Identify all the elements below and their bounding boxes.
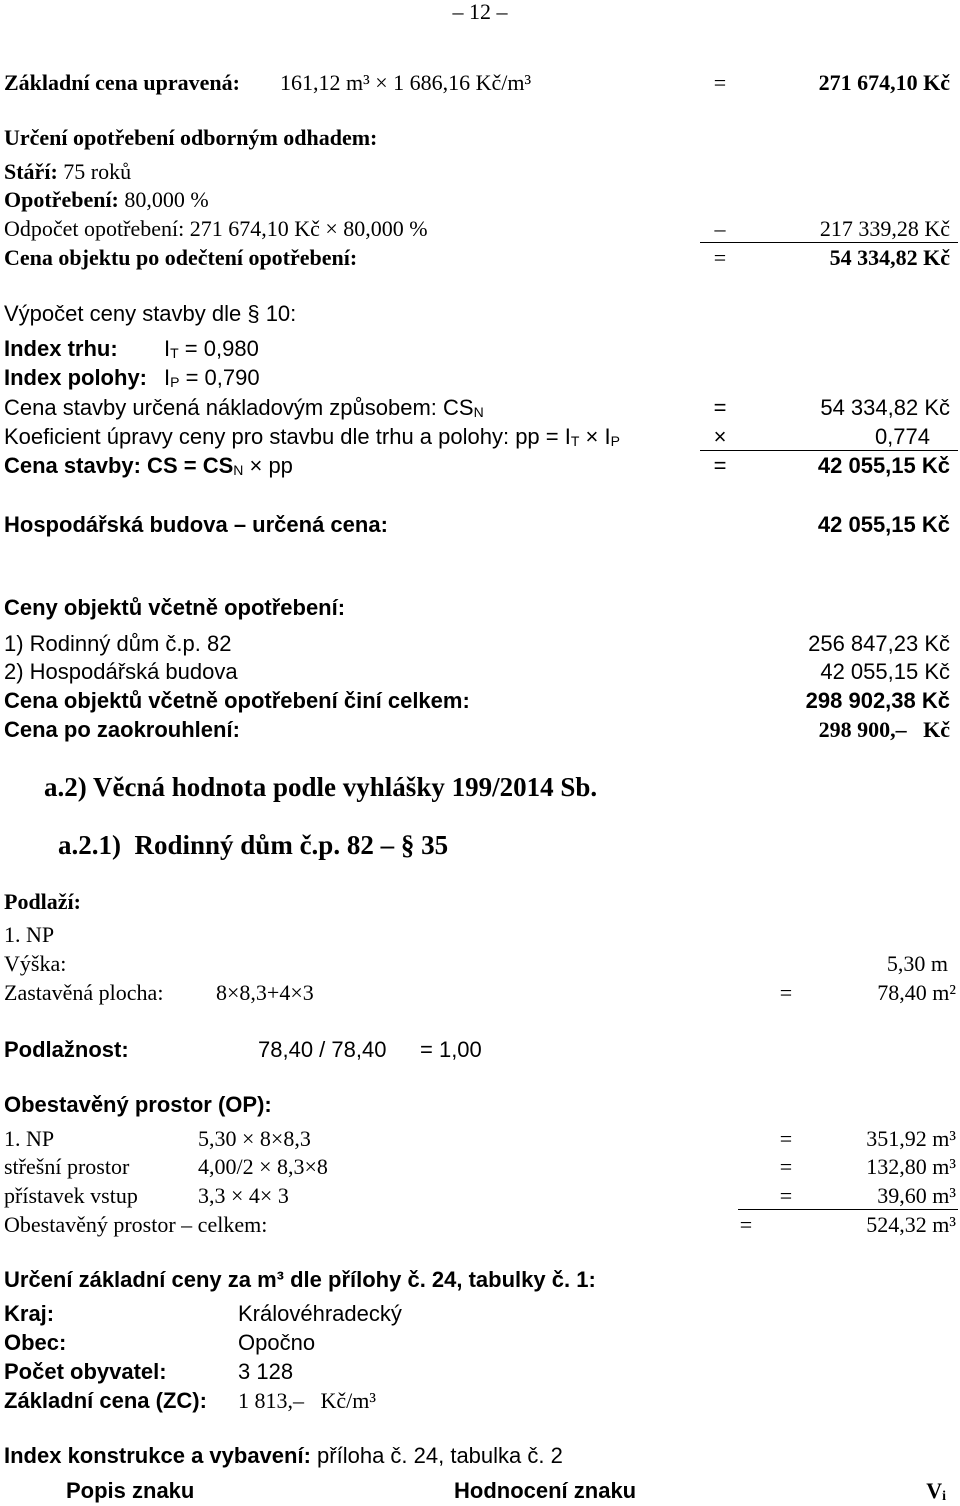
area-label: Zastavěná plocha: — [4, 980, 164, 1005]
wear-label: Opotřebení: — [4, 187, 119, 212]
objects-heading: Ceny objektů včetně opotřebení: — [4, 595, 346, 620]
table-col-vi: $V_i$ — [926, 1478, 946, 1504]
wear-heading: Určení opotřebení odborným odhadem: — [4, 125, 378, 150]
volume-row-2-calc: 4,00/2 × 8,3×8 — [198, 1154, 328, 1179]
object-1-value: 256 847,23 Kč — [808, 631, 950, 656]
podlaznost-result: = 1,00 — [420, 1037, 482, 1062]
deduction-rule — [700, 242, 958, 243]
after-wear-label: Cena objektu po odečtení opotřebení: — [4, 245, 358, 270]
calc10-heading: Výpočet ceny stavby dle § 10: — [4, 301, 297, 326]
price-label: Cena stavby: CS = $CS_N$ × pp — [4, 453, 293, 478]
cost-price-value: 54 334,82 Kč — [820, 395, 950, 420]
volume-row-1-value: 351,92 m³ — [866, 1126, 956, 1151]
wear-value: 80,000 % — [124, 187, 209, 212]
object-2-label: 2) Hospodářská budova — [4, 659, 238, 684]
zc-label: Základní cena (ZC): — [4, 1388, 207, 1413]
section-a21-heading: a.2.1) Rodinný dům č.p. 82 – § 35 — [58, 830, 449, 860]
area-calc: 8×8,3+4×3 — [216, 980, 314, 1005]
population-value: 3 128 — [238, 1359, 294, 1384]
area-value: 78,40 m² — [877, 980, 956, 1005]
page-number: – 12 – — [452, 0, 508, 24]
podlaznost-calc: 78,40 / 78,40 — [258, 1037, 387, 1062]
base-price-heading: Určení základní ceny za m³ dle přílohy č. 24, tabulky č. 1: — [4, 1267, 596, 1292]
deduction-value: 217 339,28 Kč — [819, 216, 950, 241]
town-label: Obec: — [4, 1330, 67, 1355]
floor-name: 1. NP — [4, 922, 55, 947]
town-value: Opočno — [238, 1330, 316, 1355]
rounded-value: 298 900,– Kč — [818, 717, 950, 742]
population-label: Počet obyvatel: — [4, 1359, 167, 1384]
market-index: Index trhu: $I_T = 0,980$ — [4, 336, 259, 361]
coef-op: × — [713, 424, 727, 449]
after-wear-op: = — [713, 245, 727, 270]
volume-total-value: 524,32 m³ — [866, 1212, 956, 1237]
location-index: Index polohy: $I_P = 0,790$ — [4, 365, 260, 390]
age-label: Stáří: — [4, 159, 58, 184]
basic-price-eq: = — [713, 70, 727, 95]
cost-price-op: = — [713, 395, 727, 420]
after-wear-value: 54 334,82 Kč — [829, 245, 950, 270]
region-label: Kraj: — [4, 1301, 55, 1326]
table-col-description: Popis znaku — [66, 1478, 195, 1503]
objects-total-value: 298 902,38 Kč — [805, 688, 950, 713]
volume-row-3-value: 39,60 m³ — [877, 1183, 956, 1208]
volume-row-1-label: 1. NP — [4, 1126, 55, 1151]
price-op: = — [713, 453, 727, 478]
section-a2-heading: a.2) Věcná hodnota podle vyhlášky 199/2014 Sb. — [44, 772, 598, 802]
volume-total-label: Obestavěný prostor – celkem: — [4, 1212, 268, 1237]
farm-label: Hospodářská budova – určená cena: — [4, 512, 388, 537]
rounded-label: Cena po zaokrouhlení: — [4, 717, 240, 742]
volume-row-2-value: 132,80 m³ — [866, 1154, 956, 1179]
region-value: Královéhradecký — [238, 1301, 402, 1326]
floors-heading: Podlaží: — [4, 889, 81, 914]
coef-value: 0,774 — [874, 424, 930, 449]
volume-row-1-calc: 5,30 × 8×8,3 — [198, 1126, 311, 1151]
zc-value: 1 813,– Kč/m³ — [238, 1388, 376, 1413]
area-op: = — [779, 980, 793, 1005]
coef-label: Koeficient úpravy ceny pro stavbu dle trhu a polohy: pp = $I_T \times I_P$ — [4, 424, 620, 449]
deduction-label: Odpočet opotřebení: 271 674,10 Kč × 80,000 % — [4, 216, 428, 241]
height-label: Výška: — [4, 951, 67, 976]
price-value: 42 055,15 Kč — [817, 453, 950, 478]
objects-total-label: Cena objektů včetně opotřebení činí celkem: — [4, 688, 470, 713]
cost-price-label: Cena stavby určená nákladovým způsobem: $CS_N$ — [4, 395, 484, 420]
basic-price-label: Základní cena upravená: — [4, 70, 240, 95]
basic-price-value: 271 674,10 Kč — [818, 70, 950, 95]
volume-row-1-op: = — [779, 1126, 793, 1151]
farm-value: 42 055,15 Kč — [817, 512, 950, 537]
volume-heading: Obestavěný prostor (OP): — [4, 1092, 272, 1117]
object-1-label: 1) Rodinný dům č.p. 82 — [4, 631, 232, 656]
podlaznost-label: Podlažnost: — [4, 1037, 129, 1062]
volume-rule — [738, 1209, 958, 1210]
volume-row-3-label: přístavek vstup — [4, 1183, 138, 1208]
basic-price-calc: 161,12 m³ × 1 686,16 Kč/m³ — [280, 70, 532, 95]
table-col-rating: Hodnocení znaku — [454, 1478, 637, 1503]
age-value: 75 roků — [63, 159, 132, 184]
volume-row-3-op: = — [779, 1183, 793, 1208]
volume-row-2-op: = — [779, 1154, 793, 1179]
deduction-op: – — [714, 216, 726, 241]
object-2-value: 42 055,15 Kč — [820, 659, 950, 684]
index-line: Index konstrukce a vybavení: příloha č. 24, tabulka č. 2 — [4, 1443, 563, 1468]
coef-rule — [700, 450, 958, 451]
volume-total-op: = — [739, 1212, 753, 1237]
volume-row-2-label: střešní prostor — [4, 1154, 130, 1179]
volume-row-3-calc: 3,3 × 4× 3 — [198, 1183, 289, 1208]
height-value: 5,30 m — [886, 951, 948, 976]
